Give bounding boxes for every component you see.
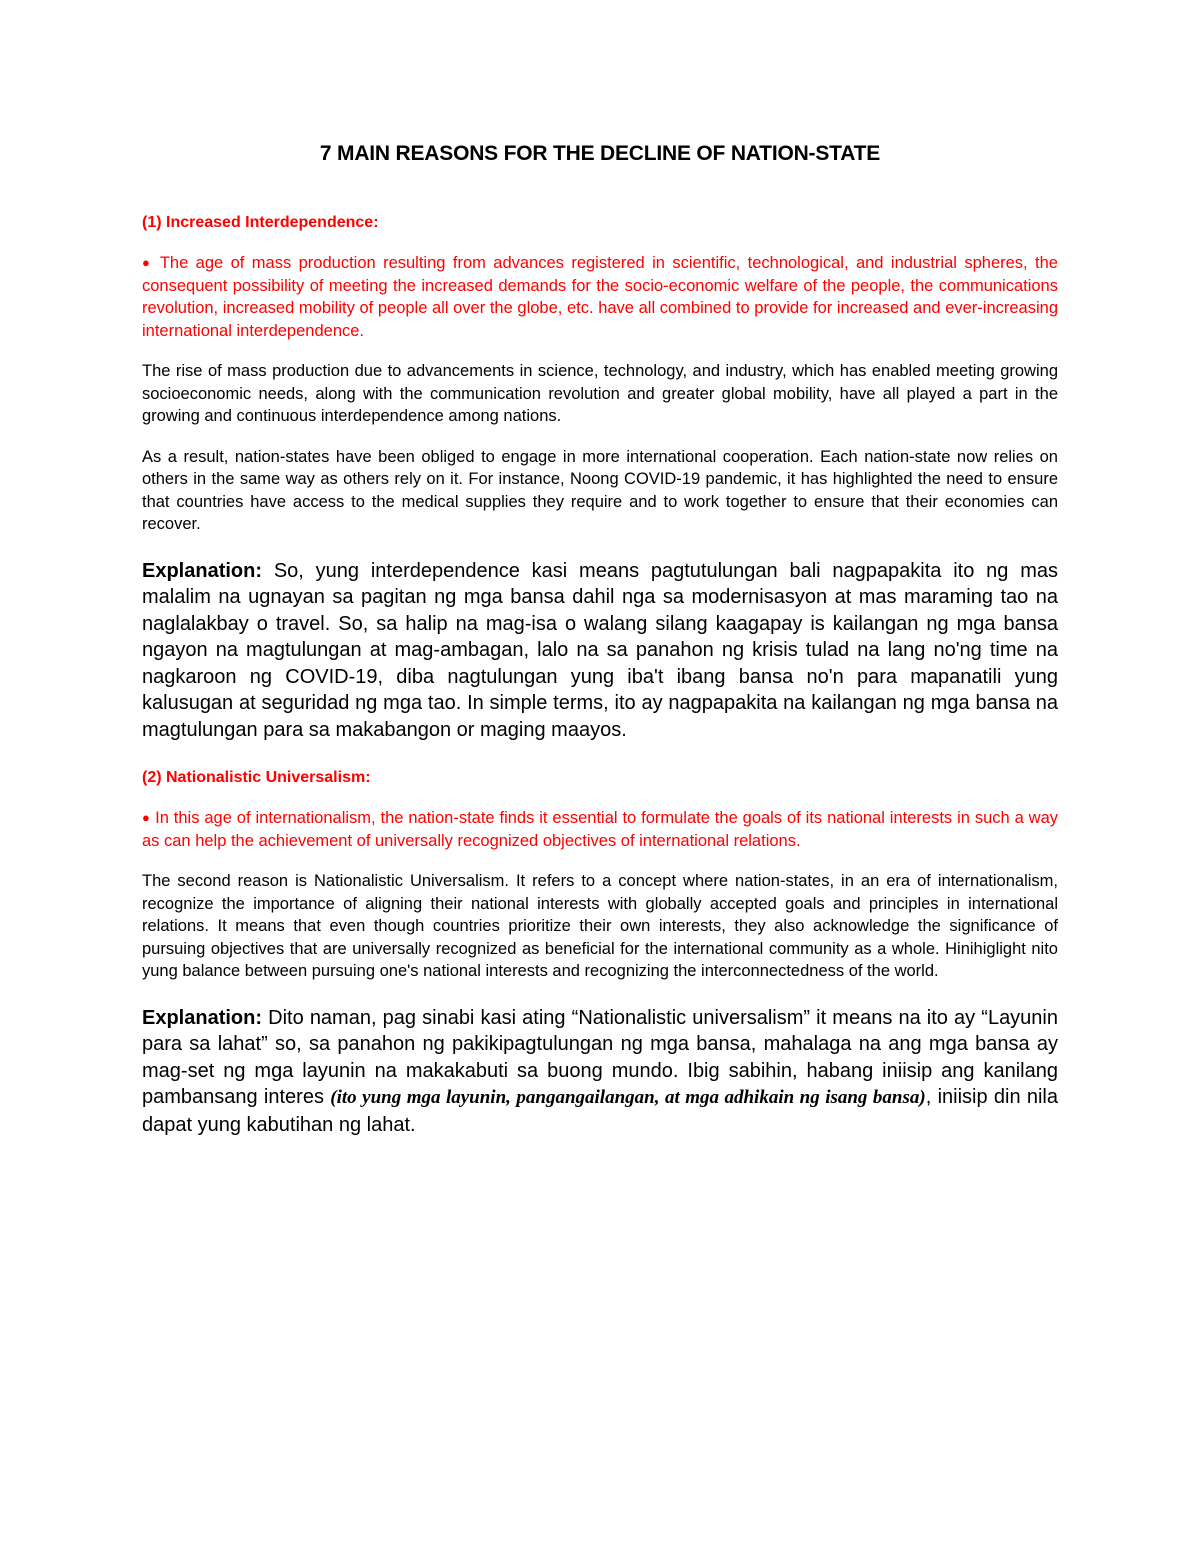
body-paragraph: As a result, nation-states have been obliged to engage in more international cooperation. Each nation-state now relies on others in the same way as others rely on it. For instance, Noong COVID-19 pandemic, it has highlighted the need to ensure that countries have access to the medical supplies they require and to work together to ensure that their economies can recover.	[142, 447, 1058, 533]
section-heading: (1) Increased Interdependence:	[142, 214, 379, 231]
explanation-paragraph	[142, 558, 1058, 744]
body-paragraph: The rise of mass production due to advancements in science, technology, and industry, which has enabled meeting growing socioeconomic needs, along with the communication revolution and greater global mobility, have all played a part in the growing and continuous interdependence among nations.	[142, 362, 1058, 425]
section-nationalistic-universalism	[142, 769, 1058, 1138]
explanation-paragraph	[142, 1005, 1058, 1139]
explanation-text: So, yung interdependence kasi means pagtutulungan bali nagpapakita ito ng mas malalim na ugnayan sa pagitan ng mga bansa dahil nga sa modernisasyon at mas maraming tao na naglalakbay o travel. So, sa halip na mag-isa o walang silang kaagapay is kailangan ng mga bansa ngayon na magtulungan at mag-ambagan, lalo na sa panahon ng krisis tulad na lang no'ng time na nagkaroon ng COVID-19, diba nagtulungan yung iba't ibang bansa no'n para mapanatili yung kalusugan at seguridad ng mga tao. In simple terms, ito ay nagpapakita na kailangan ng mga bansa na magtulungan para sa makabangon or maging maayos.	[142, 559, 1058, 741]
explanation-emphasis: (ito yung mga layunin, pangangailangan, at mga adhikain ng isang bansa)	[330, 1087, 926, 1108]
explanation-label: Explanation:	[142, 559, 263, 582]
red-quoted-paragraph	[142, 252, 1058, 342]
red-paragraph-text: In this age of internationalism, the nation-state finds it essential to formulate the goals of its national interests in such a way as can help the achievement of universally recognized objectives of international relations.	[142, 809, 1059, 850]
body-paragraph: The second reason is Nationalistic Universalism. It refers to a concept where nation-states, in an era of internationalism, recognize the importance of aligning their national interests with globally accepted goals and principles in international relations. It means that even though countries prioritize their own interests, they also acknowledge the significance of pursuing objectives that are universally recognized as beneficial for the international community as a whole. Hinihiglight nito yung balance between pursuing one's national interests and recognizing the interconnectedness of the world.	[142, 872, 1058, 980]
page-title: 7 MAIN REASONS FOR THE DECLINE OF NATION-STATE	[319, 142, 881, 165]
section-increased-interdependence	[142, 214, 1058, 743]
bullet-icon: ●	[142, 255, 153, 270]
bullet-icon: ●	[142, 810, 151, 825]
explanation-label: Explanation:	[142, 1006, 263, 1029]
explanation-text: Dito naman, pag sinabi kasi ating “Nationalistic universalism” it means na ito ay “Layunin para sa lahat” so, sa panahon ng pakikipagtulungan ng mga bansa, mahalaga na ang mga bansa ay mag-set ng mga layunin na makakabuti sa buong mundo. Ibig sabihin, habang iniisip ang kanilang pambansang interes	[142, 1006, 1058, 1108]
document-page	[142, 142, 1058, 1164]
red-quoted-paragraph	[142, 807, 1058, 852]
explanation-text: , iniisip din nila dapat yung kabutihan ng lahat.	[142, 1086, 1058, 1136]
section-heading: (2) Nationalistic Universalism:	[142, 769, 371, 786]
red-paragraph-text: The age of mass production resulting from advances registered in scientific, technological, and industrial spheres, the consequent possibility of meeting the increased demands for the socio-economic welfare of the people, the communications revolution, increased mobility of people all over the globe, etc. have all combined to provide for increased and ever-increasing international interdependence.	[142, 254, 1058, 340]
